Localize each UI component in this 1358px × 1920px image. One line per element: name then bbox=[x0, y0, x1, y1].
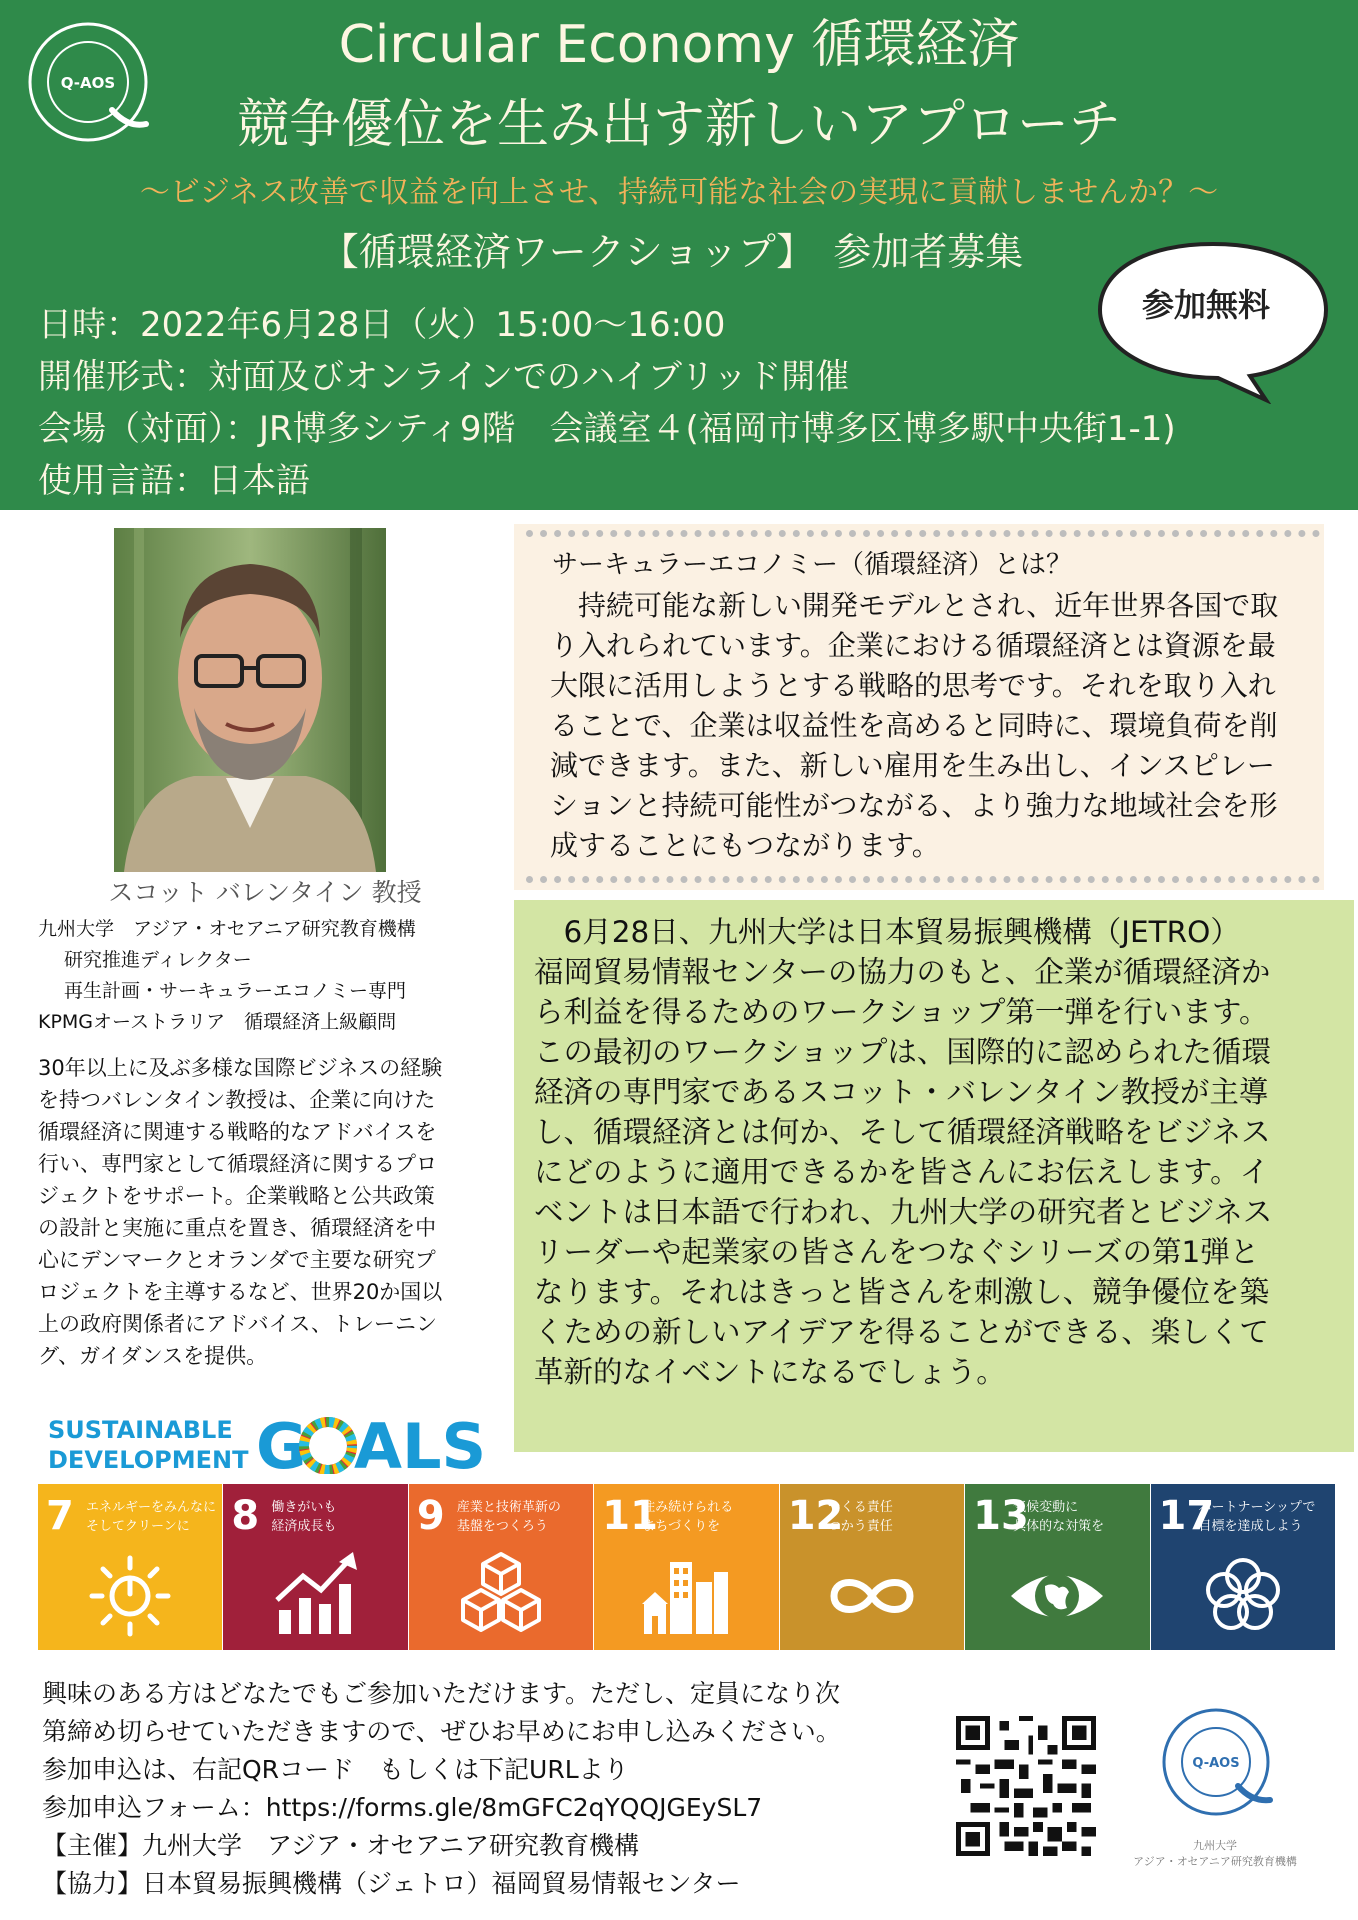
sdg-tile-12 bbox=[780, 1484, 964, 1650]
sdg-tile-label: エネルギーをみんなに そしてクリーンに bbox=[86, 1500, 217, 1534]
sdg-logo-line1: SUSTAINABLE bbox=[48, 1416, 233, 1444]
bio-line: ロジェクトを主導するなど、世界20か国以 bbox=[38, 1280, 443, 1304]
event-line: リーダーや起業家の皆さんをつなぐシリーズの第1弾と bbox=[534, 1235, 1260, 1269]
sdg-tile-9 bbox=[409, 1484, 593, 1650]
sdg-tile-7 bbox=[38, 1484, 222, 1650]
sdg-tile-label: つくる責任 つかう責任 bbox=[827, 1500, 893, 1534]
sdg-logo-line2: DEVELOPMENT bbox=[48, 1446, 249, 1474]
cooperation-line: 【協力】日本貿易振興機構（ジェトロ）福岡貿易情報センター bbox=[42, 1869, 741, 1898]
speaker-affiliation: 九州大学 アジア・オセアニア研究教育機構 bbox=[38, 918, 416, 940]
info-language: 使用言語：日本語 bbox=[38, 461, 310, 501]
footer-logo-caption-line1: 九州大学 bbox=[1193, 1839, 1237, 1852]
about-heading: サーキュラーエコノミー（循環経済）とは？ bbox=[552, 550, 1073, 580]
info-date: 日時：2022年6月28日（火）15:00～16:00 bbox=[38, 305, 726, 345]
organizer-line: 【主催】九州大学 アジア・オセアニア研究教育機構 bbox=[42, 1831, 640, 1860]
bio-line: グ、ガイダンスを提供。 bbox=[38, 1344, 268, 1368]
header-banner bbox=[0, 0, 1358, 510]
free-badge: 参加無料 bbox=[1141, 286, 1270, 324]
footer-apply-note: 参加申込は、右記QRコード もしくは下記URLより bbox=[42, 1755, 629, 1784]
recruit-heading: 【循環経済ワークショップ】 参加者募集 bbox=[320, 230, 1024, 274]
sdg-tile-label: 産業と技術革新の 基盤をつくろう bbox=[456, 1500, 561, 1534]
about-line: り入れられています。企業における循環経済とは資源を最 bbox=[550, 629, 1276, 662]
about-line: 持続可能な新しい開発モデルとされ、近年世界各国で取 bbox=[550, 589, 1279, 622]
qaos-logo-footer bbox=[1158, 1704, 1274, 1820]
sdg-tile-11 bbox=[594, 1484, 778, 1650]
sdg-logo-big-g: G bbox=[256, 1410, 307, 1474]
sun-power-icon bbox=[80, 1544, 180, 1640]
sdg-logo-big-als: ALS bbox=[354, 1410, 487, 1474]
application-form-link[interactable]: 参加申込フォーム：https://forms.gle/8mGFC2qYQQJGEySL7 bbox=[42, 1793, 763, 1822]
about-line: 大限に活用しようとする戦略的思考です。それを取り入れ bbox=[550, 669, 1276, 702]
bio-line: 心にデンマークとオランダで主要な研究プ bbox=[38, 1248, 436, 1272]
footer-note: 第締め切らせていただきますので、ぜひお早めにお申し込みください。 bbox=[42, 1717, 841, 1746]
sdg-tile-number: 12 bbox=[787, 1493, 844, 1539]
eye-globe-icon bbox=[1007, 1544, 1107, 1640]
qaos-logo-text: Q-AOS bbox=[60, 74, 116, 92]
qr-code-icon[interactable] bbox=[956, 1716, 1096, 1856]
dotted-divider bbox=[526, 876, 1320, 883]
sdg-tile-label: 気候変動に 具体的な対策を bbox=[1013, 1500, 1105, 1534]
about-line: ることで、企業は収益性を高めると同時に、環境負荷を削 bbox=[550, 709, 1278, 742]
bio-line: 行い、専門家として循環経済に関するプロ bbox=[38, 1152, 437, 1176]
cubes-icon bbox=[451, 1544, 551, 1640]
speaker-bio bbox=[38, 1052, 500, 1372]
footer-logo-caption-line2: アジア・オセアニア研究教育機構 bbox=[1133, 1855, 1297, 1868]
about-body bbox=[550, 586, 1310, 866]
event-description bbox=[534, 912, 1334, 1392]
info-format: 開催形式：対面及びオンラインでのハイブリッド開催 bbox=[38, 357, 850, 397]
sdg-goal-tiles bbox=[38, 1484, 1335, 1650]
event-line: この最初のワークショップは、国際的に認められた循環 bbox=[534, 1035, 1271, 1069]
event-line: 福岡貿易情報センターの協力のもと、企業が循環経済か bbox=[534, 955, 1271, 989]
sdg-tile-17 bbox=[1151, 1484, 1335, 1650]
speaker-photo bbox=[114, 528, 386, 872]
page-subtitle: ～ビジネス改善で収益を向上させ、持続可能な社会の実現に貢献しませんか？～ bbox=[139, 175, 1219, 210]
sdg-tile-8 bbox=[223, 1484, 407, 1650]
sdg-tile-number: 9 bbox=[416, 1493, 445, 1539]
footer-note: 興味のある方はどなたでもご参加いただけます。ただし、定員になり次 bbox=[42, 1679, 841, 1708]
sdg-tile-number: 7 bbox=[46, 1493, 74, 1539]
bio-line: を持つバレンタイン教授は、企業に向けた bbox=[38, 1088, 436, 1112]
sdg-tile-label: 働きがいも 経済成長も bbox=[271, 1500, 337, 1534]
infinity-icon bbox=[822, 1544, 922, 1640]
event-line: ら利益を得るためのワークショップ第一弾を行います。 bbox=[534, 995, 1269, 1029]
city-icon bbox=[636, 1544, 736, 1640]
speaker-affiliation: 研究推進ディレクター bbox=[64, 949, 252, 971]
qaos-footer-logo-text: Q-AOS bbox=[1192, 1756, 1240, 1771]
sdg-tile-label: 住み続けられる まちづくりを bbox=[642, 1500, 734, 1534]
sdg-goals-logo bbox=[48, 1408, 488, 1474]
growth-chart-icon bbox=[265, 1544, 365, 1640]
page-title-line1: Circular Economy 循環経済 bbox=[338, 15, 1020, 75]
event-line: 経済の専門家であるスコット・バレンタイン教授が主導 bbox=[534, 1075, 1269, 1109]
speaker-affiliation: 再生計画・サーキュラーエコノミー専門 bbox=[64, 980, 407, 1002]
sdg-tile-number: 17 bbox=[1158, 1493, 1215, 1539]
bio-line: 30年以上に及ぶ多様な国際ビジネスの経験 bbox=[38, 1056, 443, 1080]
sdg-tile-number: 8 bbox=[231, 1493, 260, 1539]
bio-line: ジェクトをサポート。企業戦略と公共政策 bbox=[38, 1184, 435, 1208]
page-title-line2: 競争優位を生み出す新しいアプローチ bbox=[236, 95, 1121, 155]
event-line: くための新しいアイデアを得ることができる、楽しくて bbox=[534, 1315, 1269, 1349]
event-line: にどのように適用できるかを皆さんにお伝えします。イ bbox=[534, 1155, 1270, 1189]
bio-line: の設計と実施に重点を置き、循環経済を中 bbox=[38, 1216, 437, 1240]
event-line: 6月28日、九州大学は日本貿易振興機構（JETRO） bbox=[534, 915, 1240, 949]
event-line: なります。それはきっと皆さんを刺激し、競争優位を築 bbox=[534, 1275, 1270, 1309]
sdg-wheel-icon bbox=[304, 1422, 352, 1470]
sdg-tile-number: 13 bbox=[973, 1493, 1029, 1539]
speaker-name: スコット バレンタイン 教授 bbox=[108, 878, 422, 907]
bio-line: 上の政府関係者にアドバイス、トレーニン bbox=[38, 1312, 437, 1336]
dotted-divider bbox=[526, 530, 1320, 537]
event-line: し、循環経済とは何か、そして循環経済戦略をビジネス bbox=[534, 1115, 1271, 1149]
about-line: 成することにもつながります。 bbox=[550, 829, 940, 862]
event-line: 革新的なイベントになるでしょう。 bbox=[534, 1355, 1006, 1389]
footer-logo-caption bbox=[1100, 1838, 1330, 1870]
bio-line: 循環経済に関連する戦略的なアドバイスを bbox=[38, 1120, 437, 1144]
speaker-affiliation: KPMGオーストラリア 循環経済上級顧問 bbox=[38, 1011, 397, 1033]
event-line: ベントは日本語で行われ、九州大学の研究者とビジネス bbox=[534, 1195, 1273, 1229]
about-line: ションと持続可能性がつながる、より強力な地域社会を形 bbox=[550, 789, 1278, 822]
flower-rings-icon bbox=[1193, 1544, 1293, 1640]
sdg-tile-13 bbox=[965, 1484, 1149, 1650]
about-line: 減できます。また、新しい雇用を生み出し、インスピレー bbox=[550, 749, 1275, 782]
sdg-tile-label: パートナーシップで 目標を達成しよう bbox=[1198, 1500, 1316, 1534]
info-venue: 会場（対面）：JR博多シティ9階 会議室４(福岡市博多区博多駅中央街1-1) bbox=[38, 409, 1176, 449]
sdg-tile-number: 11 bbox=[602, 1493, 658, 1539]
